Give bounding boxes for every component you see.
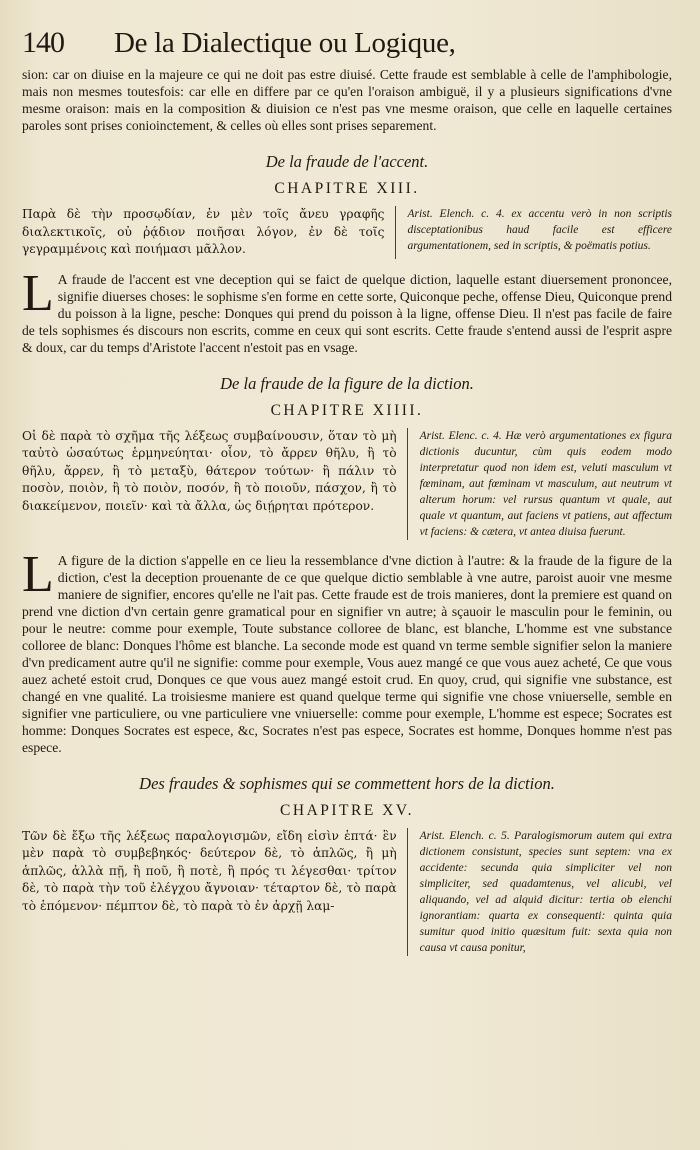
greek-quote: Οἱ δὲ παρὰ τὸ σχῆμα τῆς λέξεως συμβαίνουσιν, ὅταν τὸ μὴ ταὐτὸ ὡσαύτως ἑρμηνεύηται· οἷον, τὸ ἄρρεν θῆλυ, ἢ τὸ θῆλυ, ἄρρεν, ἢ τὸ μεταξὺ, θάτερον τούτων· ἢ πάλιν τὸ ποσὸν, ποιὸν, ἢ τὸ ποιὸν, ποσόν, ἢ τὸ ποιοῦν, πάσχον, ἢ τὸ διακείμενον, ποιεῖν· καὶ τὰ ἄλλα, ὡς διῄρηται πρότερον. (22, 428, 397, 513)
page-number: 140 (22, 26, 64, 59)
greek-quote: Τῶν δὲ ἔξω τῆς λέξεως παραλογισμῶν, εἴδη εἰσὶν ἑπτά· ἓν μὲν παρὰ τὸ συμβεβηκός· δεύτερον δὲ, τὸ ἁπλῶς, ἢ μὴ ἁπλῶς, ἀλλὰ πῇ, ἢ ποῦ, ἢ ποτὲ, ἢ πρός τι λέγεσθαι· τρίτον δὲ, τὸ παρὰ τὴν τοῦ ἐλέγχου ἄγνοιαν· τέταρτον δὲ, τὸ παρὰ τὸ ἑπόμενον· πέμπτον δὲ, τὸ παρὰ τὸ ἐν ἀρχῇ λαμ- (22, 828, 397, 913)
latin-citation: Arist. Elenc. c. 4. Hæ verò argumentationes ex figura dictionis ducuntur, cùm quis eodem modo interpretatur quod non idem est, veluti masculum vt fœminam, aut fœminam vt masculum, aut neutrum vt alterum horum: vel rursus quantum vt quale, aut quale vt quantum, aut faciens vt patiens, aut affectum vt faciens: & cætera, vt antea diuisa fuerunt. (419, 429, 672, 538)
column-rule (407, 428, 408, 540)
chapter-heading-xiiii: CHAPITRE XIIII. (270, 401, 424, 419)
latin-citation: Arist. Elench. c. 5. Paralogismorum autem qui extra dictionem consistunt, species sunt septem: vna ex accidente: secunda quia simpliciter vel non simpliciter, sed quadamtenus, vel alicubi, vel aliquando, vel ad alquid dicitur: tertia ob elenchi ignorantiam: quarta ex consequenti: quinta quia sumitur quod initio quæsitum fuit: sexta quia non causa vt causa ponitur, (419, 829, 672, 954)
section-title-accent: De la fraude de l'accent. (265, 152, 429, 171)
running-title: De la Dialectique ou Logique, (114, 27, 456, 59)
drop-cap: L (22, 545, 54, 603)
column-rule (395, 206, 396, 259)
citation-block-xv (22, 828, 672, 956)
chapter-body-xiii: L A fraude de l'accent est vne deception qui se faict de quelque diction, laquelle estant diuersement prononcee, signifie diuerses choses: le sophisme s'en forme en cette sorte, Quiconque peche, offense Dieu, Quiconque prend du poisson à la ligne, pesche: Donques qui prend du poisson à la ligne, offense Dieu. Il n'est pas facile de faire de tels sophismes és discours non escrits, comme en ceux qui sont escrits. Cette fraude s'entend aussi de l'esprit aspre & doux, car du temps d'Aristote l'accent n'estoit pas en vsage. (22, 264, 672, 355)
section-title-figure: De la fraude de la figure de la diction. (220, 373, 474, 393)
greek-quote: Παρὰ δὲ τὴν προσῳδίαν, ἐν μὲν τοῖς ἄνευ γραφῆς διαλεκτικοῖς, οὐ ῥᾴδιον ποιῆσαι λόγον, ἐν δὲ τοῖς γεγραμμένοις καὶ ποιήμασι μᾶλλον. (22, 207, 385, 256)
chapter-heading-xiii: CHAPITRE XIII. (274, 180, 420, 197)
chapter-body-xiiii: L A figure de la diction s'appelle en ce lieu la ressemblance d'vne diction à l'autre: & la fraude de la figure de la diction, c'est la deception prouenante de ce que quelque dictio semblable à vne autre, paroist auoir vne mesme maniere de signifier, encores qu'elle ne l'ait pas. Cette fraude est de trois manieres, dont la premiere est quand on prend vne diction d'vn certain genre gramatical pour en signifier vn autre; à sçauoir le masculin pour le feminin, ou pour le neutre: comme pour exemple, Toute substance colloree de blanc, est blanche, L'homme est vne substance colloree de blanc: Donques l'hôme est blanche. La seconde mode est quand vn terme semble signifier selon la maniere d'vn predicament autre qu'il ne signifie: comme pour exemple, Vous auez mangé ce que vous auez acheté, Ce que vous auez acheté estoit crud, Donques ce que vous auez mangé estoit crud. En quoy, crud, qui signifie vne substance, est changé en vne qualité. La troisiesme maniere est quand quelque terme qui signifie vne chose vniuerselle, semble en signifier vne particuliere, ou vne particuliere vne vniuerselle: comme pour exemple, L'homme est espece; Socrates est homme: Donques Socrates est espece, &c, Socrates n'est pas espece, Socrates est homme, Donques homme n'est pas espece. (22, 545, 672, 755)
page-header (22, 26, 672, 68)
latin-citation: Arist. Elench. c. 4. ex accentu verò in non scriptis disceptationibus haud facile est efficere argumentationem, sed in scriptis, & poëmatis potius. (407, 208, 673, 252)
intro-paragraph: sion: car on diuise en la majeure ce qui ne doit pas estre diuisé. Cette fraude est semblable à celle de l'amphibologie, mais non mesmes toutesfois: car elle en differe par ce qu'en l'oraison ambiguë, il y a plusieurs significations d'vne mesme oraison: mais en la composition & diuision ce n'est pas vne mesme oraison, que celle en laquelle certaines paroles sont prises conioinctement, & celles où elles sont prises separement. (22, 67, 672, 133)
column-rule (407, 828, 408, 956)
citation-block-xiiii (22, 428, 672, 540)
drop-cap: L (22, 264, 54, 322)
citation-block-xiii (22, 206, 672, 259)
chapter-heading-xv: CHAPITRE XV. (280, 801, 414, 819)
section-title-outside-diction: Des fraudes & sophismes qui se commettent hors de la diction. (139, 773, 555, 793)
